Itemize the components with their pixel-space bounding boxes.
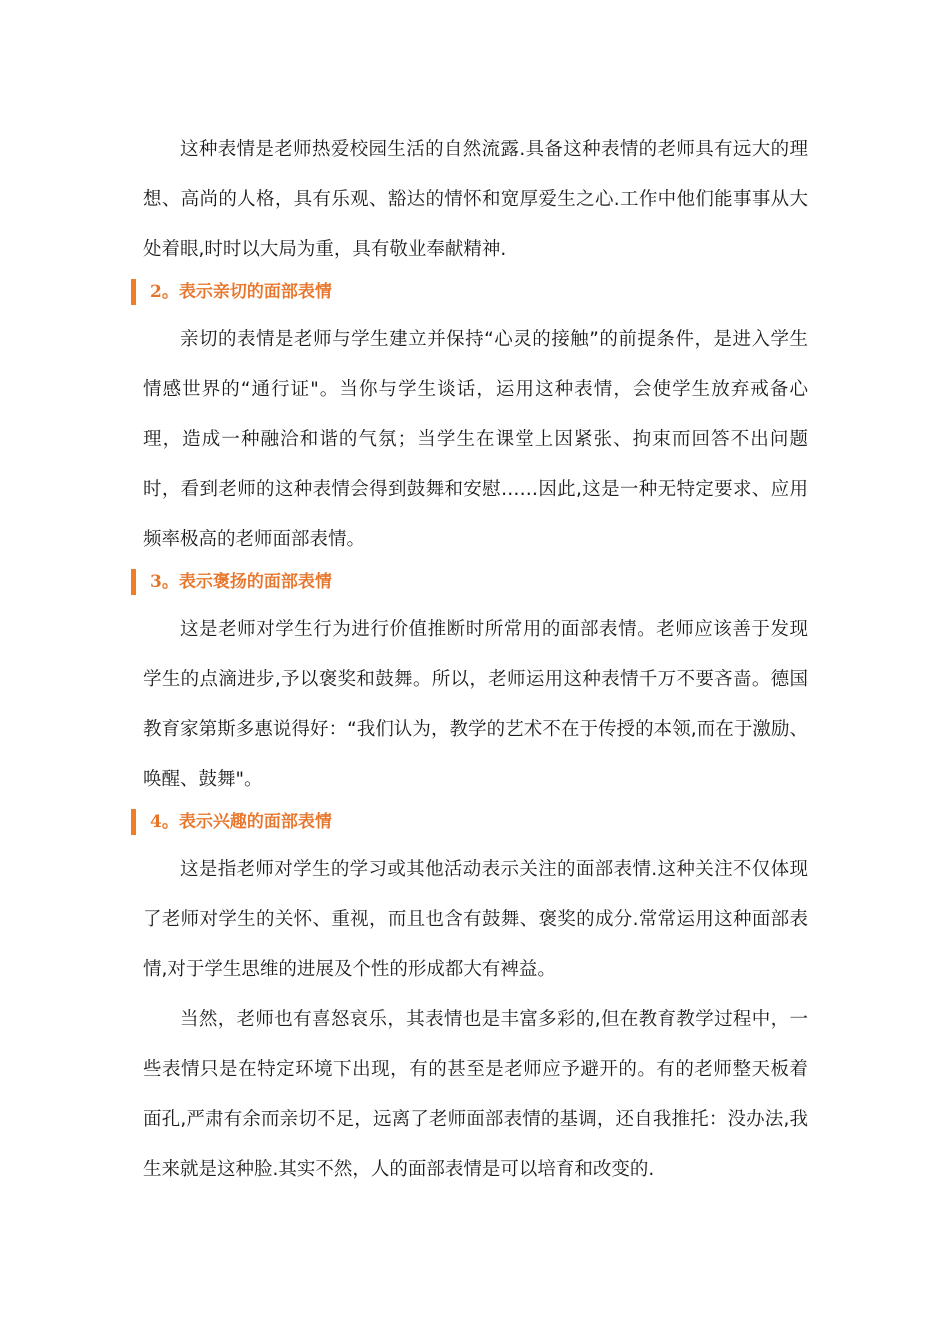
paragraph-2: 亲切的表情是老师与学生建立并保持“心灵的接触”的前提条件，是进入学生情感世界的“通行证"。当你与学生谈话，运用这种表情，会使学生放弃戒备心理，造成一种融洽和谐的气氛；当学生在课堂上因紧张、拘束而回答不出问题时，看到老师的这种表情会得到鼓舞和安慰……因此,这是一种无特定要求、应用频率极高的老师面部表情。 [143, 329, 808, 550]
section-heading-3 [143, 565, 808, 599]
heading-marker-bar [131, 279, 136, 305]
paragraph-5: 当然，老师也有喜怒哀乐，其表情也是丰富多彩的,但在教育教学过程中，一些表情只是在特定环境下出现，有的甚至是老师应予避开的。有的老师整天板着面孔,严肃有余而亲切不足，远离了老师面部表情的基调，还自我推托：没办法,我生来就是这种脸.其实不然，人的面部表情是可以培育和改变的. [143, 1009, 808, 1180]
heading-text: 2。表示亲切的面部表情 [150, 282, 332, 302]
section-heading-2 [143, 275, 808, 309]
paragraph-4: 这是指老师对学生的学习或其他活动表示关注的面部表情.这种关注不仅体现了老师对学生的关怀、重视，而且也含有鼓舞、褒奖的成分.常常运用这种面部表情,对于学生思维的进展及个性的形成都大有裨益。 [143, 859, 808, 980]
heading-marker-bar [131, 569, 136, 595]
paragraph-3: 这是老师对学生行为进行价值推断时所常用的面部表情。老师应该善于发现学生的点滴进步,予以褒奖和鼓舞。所以，老师运用这种表情千万不要吝啬。德国教育家第斯多惠说得好：“我们认为，教学的艺术不在于传授的本领,而在于激励、唤醒、鼓舞"。 [143, 619, 808, 790]
paragraph-1: 这种表情是老师热爱校园生活的自然流露.具备这种表情的老师具有远大的理想、高尚的人格，具有乐观、豁达的情怀和宽厚爱生之心.工作中他们能事事从大处着眼,时时以大局为重，具有敬业奉献精神. [143, 139, 808, 260]
section-heading-4 [143, 805, 808, 839]
heading-marker-bar [131, 809, 136, 835]
heading-text: 3。表示褒扬的面部表情 [150, 572, 332, 592]
document-page [143, 125, 808, 1195]
heading-text: 4。表示兴趣的面部表情 [150, 812, 332, 832]
